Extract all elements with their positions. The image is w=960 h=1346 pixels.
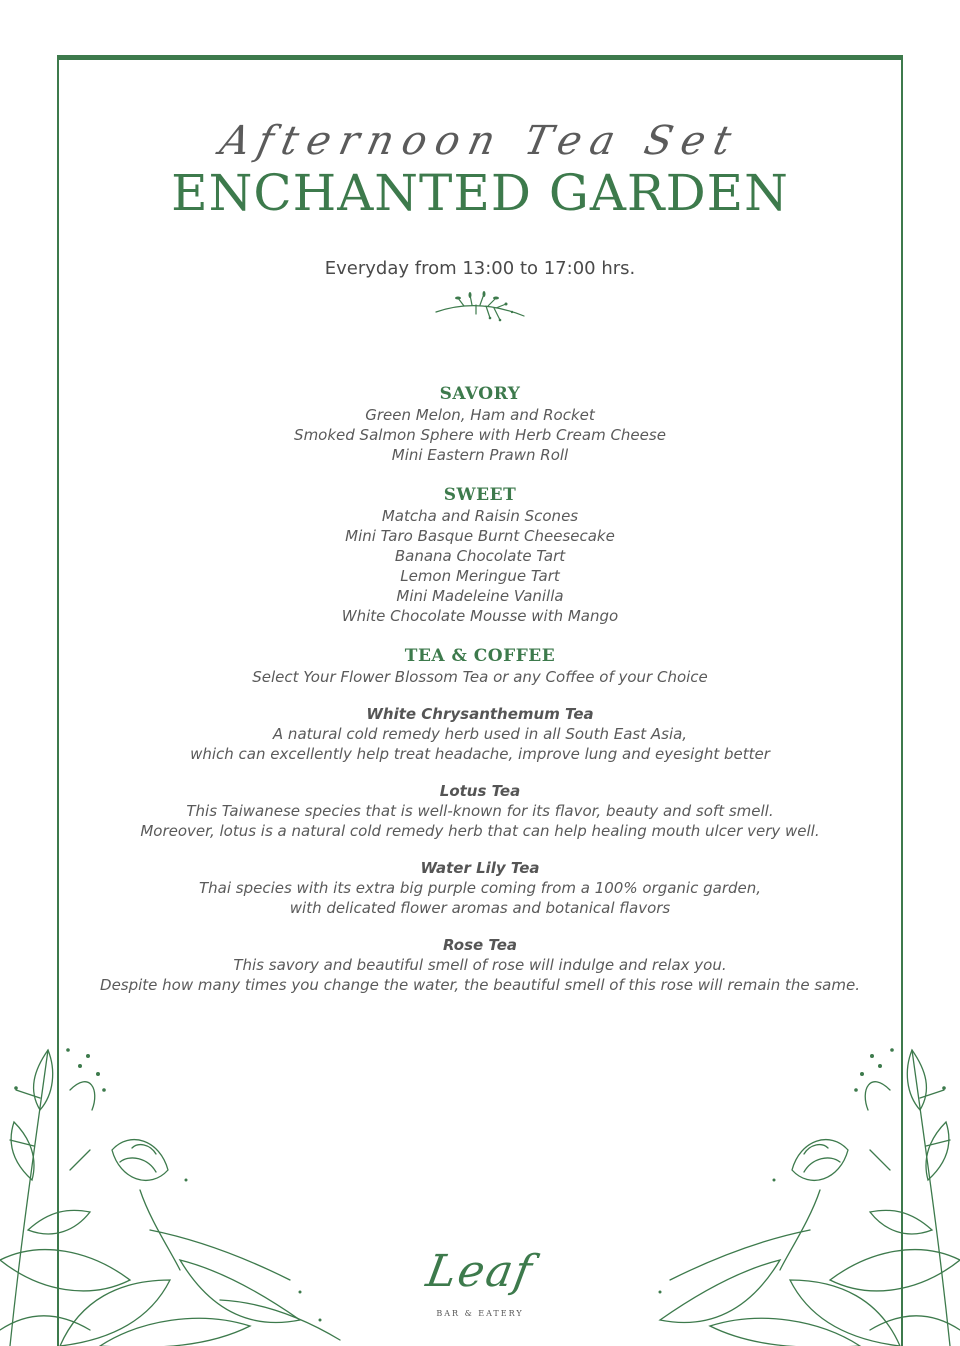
tea-description: Thai species with its extra big purple coming from a 100% organic garden, bbox=[198, 879, 762, 897]
menu-item: Smoked Salmon Sphere with Herb Cream Cheese bbox=[294, 426, 666, 444]
menu-item: Banana Chocolate Tart bbox=[394, 547, 566, 565]
tea-description: A natural cold remedy herb used in all South East Asia, bbox=[272, 725, 688, 743]
tea-description: Moreover, lotus is a natural cold remedy herb that can help healing mouth ulcer very well. bbox=[140, 822, 820, 840]
menu-item: Mini Taro Basque Burnt Cheesecake bbox=[345, 527, 615, 545]
herb-sprig-icon bbox=[434, 290, 526, 324]
menu-item: Matcha and Raisin Scones bbox=[381, 507, 579, 525]
tea-name: Water Lily Tea bbox=[420, 859, 540, 877]
menu-content bbox=[60, 383, 900, 995]
tea-description: This savory and beautiful smell of rose will indulge and relax you. bbox=[233, 956, 727, 974]
script-title: Afternoon Tea Set bbox=[216, 118, 744, 164]
logo: Leaf bbox=[422, 1246, 538, 1297]
menu-item: White Chocolate Mousse with Mango bbox=[341, 607, 619, 625]
sweet-heading: SWEET bbox=[443, 485, 517, 505]
menu-item: Green Melon, Ham and Rocket bbox=[365, 406, 595, 424]
tea-coffee-subtitle: Select Your Flower Blossom Tea or any Coffee of your Choice bbox=[252, 668, 708, 686]
logo-subtitle: BAR & EATERY bbox=[436, 1309, 524, 1318]
tea-description: Despite how many times you change the water, the beautiful smell of this rose will remain the same. bbox=[100, 976, 860, 994]
service-hours: Everyday from 13:00 to 17:00 hrs. bbox=[324, 258, 636, 279]
tea-description: This Taiwanese species that is well-known for its flavor, beauty and soft smell. bbox=[186, 802, 774, 820]
tea-description: which can excellently help treat headache, improve lung and eyesight better bbox=[190, 745, 770, 763]
tea-name: White Chrysanthemum Tea bbox=[366, 705, 594, 723]
tea-name: Lotus Tea bbox=[439, 782, 521, 800]
page-title: ENCHANTED GARDEN bbox=[171, 164, 789, 222]
floral-corner-left-icon bbox=[0, 1030, 360, 1346]
tea-name: Rose Tea bbox=[442, 936, 518, 954]
floral-corner-right-icon bbox=[600, 1030, 960, 1346]
menu-item: Mini Madeleine Vanilla bbox=[396, 587, 564, 605]
savory-heading: SAVORY bbox=[439, 384, 521, 404]
menu-item: Lemon Meringue Tart bbox=[400, 567, 560, 585]
tea-description: with delicated flower aromas and botanical flavors bbox=[289, 899, 671, 917]
tea-coffee-heading: TEA & COFFEE bbox=[404, 646, 556, 666]
menu-item: Mini Eastern Prawn Roll bbox=[391, 446, 569, 464]
